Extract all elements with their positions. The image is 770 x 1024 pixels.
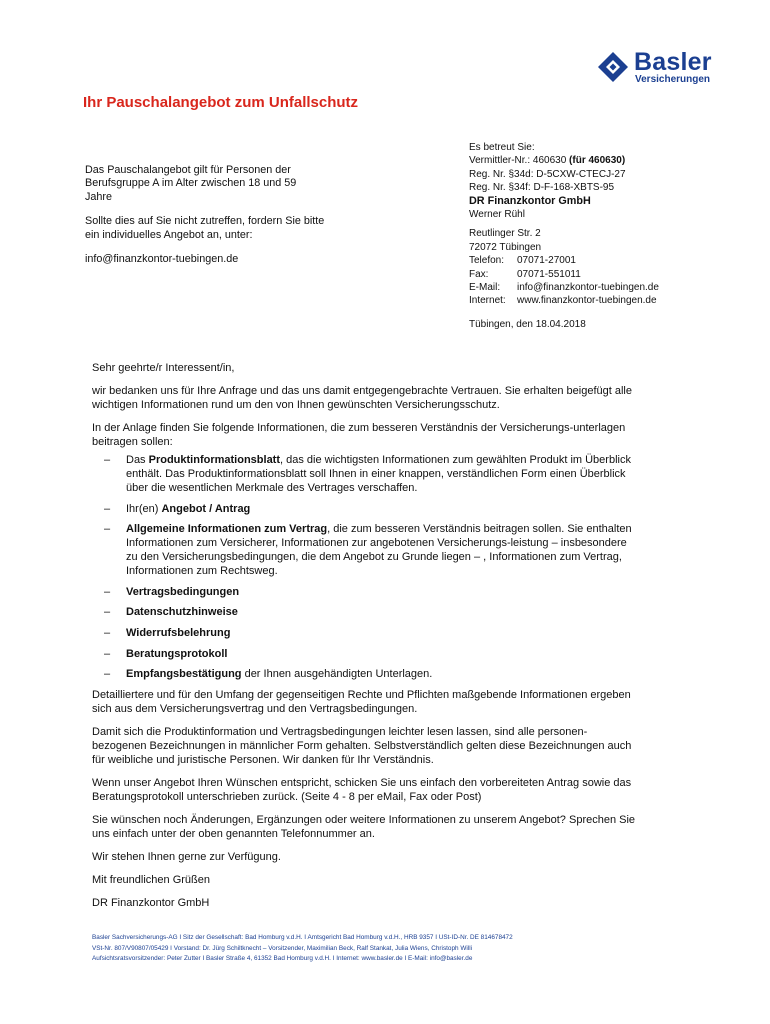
internet-value: www.finanzkontor-tuebingen.de xyxy=(517,295,657,307)
list-item xyxy=(92,626,637,640)
intro-individual-offer: Sollte dies auf Sie nicht zutreffen, fordern Sie bitte ein individuelles Angebot an, unter: xyxy=(85,215,325,241)
item-pre: Ihr(en) xyxy=(126,502,162,515)
logo-brand: Basler xyxy=(634,48,712,76)
city: 72072 Tübingen xyxy=(469,241,542,253)
list-item xyxy=(92,502,637,516)
list-dash: – xyxy=(104,502,111,515)
list-item xyxy=(92,605,637,619)
street: Reutlinger Str. 2 xyxy=(469,228,541,240)
reg-34f: Reg. Nr. §34f: D-F-168-XBTS-95 xyxy=(469,182,615,194)
contact-heading: Es betreut Sie: xyxy=(469,142,535,153)
list-dash: – xyxy=(104,585,111,598)
paragraph-gender-note: Damit sich die Produktinformation und Vertragsbedingungen leichter lesen lassen, sind alle personen-bezogenen Bezeichnungen in männlicher Form gehalten. Selbstverständlich gelten diese Bezeichnungen auch für weibliche und juristische Personen. Wir danken für Ihr Verständnis. xyxy=(92,725,632,766)
list-dash: – xyxy=(104,647,111,660)
paragraph-details: Detailliertere und für den Umfang der gegenseitigen Rechte und Pflichten maßgebende Informationen ergeben sich aus dem Versicherungsvertrag und den Vertragsbedingungen. xyxy=(92,688,631,715)
basler-logo xyxy=(594,48,724,88)
list-item xyxy=(92,585,637,599)
basler-diamond-icon xyxy=(594,50,634,84)
item-bold: Datenschutzhinweise xyxy=(126,606,238,619)
list-dash: – xyxy=(104,523,111,536)
paragraph-attachments: In der Anlage finden Sie folgende Informationen, die zum besseren Verständnis der Versicherungs-unterlagen beitragen sollen: xyxy=(92,422,626,448)
vermittler-value: Vermittler-Nr.: 460630 xyxy=(469,155,567,167)
contact-block xyxy=(469,141,709,331)
list-dash: – xyxy=(104,668,111,681)
item-bold: Widerrufsbelehrung xyxy=(126,626,231,639)
item-post: , die zum besseren Verständnis beitragen sollen. Sie enthalten Informationen zum Versicherer, Informationen zur angebotenen Versicherungs-leistung – insbesondere zu den Versicherungsbedingungen, die dem Angebot zu Grunde liegen – , Informationen zum Vertrag, Informationen zum Rechtsweg. xyxy=(126,523,632,578)
reg-34d: Reg. Nr. §34d: D-5CXW-CTECJ-27 xyxy=(469,168,626,180)
logo-subtitle: Versicherungen xyxy=(635,74,711,85)
intro-age-info: Das Pauschalangebot gilt für Personen der Berufsgruppe A im Alter zwischen 18 und 59 Jahre xyxy=(85,164,297,203)
phone-value: 07071-27001 xyxy=(517,255,576,267)
phone-row xyxy=(469,254,709,267)
email-row xyxy=(469,281,709,294)
paragraph-available: Wir stehen Ihnen gerne zur Verfügung. xyxy=(92,850,281,863)
phone-label: Telefon: xyxy=(469,255,505,267)
item-bold: Empfangsbestätigung xyxy=(126,668,242,681)
list-dash: – xyxy=(104,626,111,639)
contact-person: Werner Rühl xyxy=(469,209,525,221)
attachment-list xyxy=(92,453,637,681)
list-dash: – xyxy=(104,606,111,619)
closing: Mit freundlichen Grüßen xyxy=(92,873,210,886)
footer-line-1: Basler Sachversicherungs-AG I Sitz der Gesellschaft: Bad Homburg v.d.H. I Amtsgericht Bad Homburg v.d.H., HRB 9357 I USt-ID-Nr. DE 814678472 xyxy=(92,934,513,941)
fax-row xyxy=(469,268,709,281)
list-item xyxy=(92,522,637,578)
fax-value: 07071-551011 xyxy=(517,268,581,280)
vermittler-number xyxy=(469,154,709,167)
internet-label: Internet: xyxy=(469,295,506,307)
email-label: E-Mail: xyxy=(469,282,501,294)
list-item xyxy=(92,647,637,661)
document-title: Ihr Pauschalangebot zum Unfallschutz xyxy=(83,94,359,111)
footer-line-2: VSt-Nr. 807/V90807/05429 I Vorstand: Dr. Jürg Schiltknecht – Vorsitzender, Maximilian Beck, Ralf Stankat, Julia Wiens, Christoph Willi xyxy=(92,944,473,952)
paragraph-thanks: wir bedanken uns für Ihre Anfrage und das uns damit entgegengebrachte Vertrauen. Sie erhalten beigefügt alle wichtigen Informationen rund um den von Ihnen gewünschten Versicherungsschutz. xyxy=(92,385,632,411)
internet-row xyxy=(469,294,709,307)
paragraph-changes: Sie wünschen noch Änderungen, Ergänzungen oder weitere Informationen zu unserem Angebot? Sprechen Sie uns einfach unter der oben genannten Telefonnummer an. xyxy=(92,813,636,840)
fax-label: Fax: xyxy=(469,268,489,280)
list-item xyxy=(92,453,637,495)
intro-email: info@finanzkontor-tuebingen.de xyxy=(85,253,239,266)
item-pre: Das xyxy=(126,454,149,466)
letter-date: Tübingen, den 18.04.2018 xyxy=(469,318,586,330)
company-name: DR Finanzkontor GmbH xyxy=(469,194,591,207)
item-bold: Angebot / Antrag xyxy=(161,502,251,515)
item-bold: Allgemeine Informationen zum Vertrag xyxy=(126,523,328,536)
list-item xyxy=(92,667,637,681)
email-value: info@finanzkontor-tuebingen.de xyxy=(517,282,659,294)
letter-body xyxy=(92,361,637,919)
item-bold: Produktinformationsblatt xyxy=(148,454,281,466)
paragraph-accept: Wenn unser Angebot Ihren Wünschen entspricht, schicken Sie uns einfach den vorbereiteten Antrag sowie das Beratungsprotokoll unterschrieben zurück. (Seite 4 - 8 per eMail, Fax oder Post) xyxy=(92,776,632,803)
item-bold: Beratungsprotokoll xyxy=(126,647,228,660)
vermittler-bold: (für 460630) xyxy=(569,155,626,167)
signature: DR Finanzkontor GmbH xyxy=(92,896,210,909)
item-post: , das die wichtigsten Informationen zum gewählten Produkt im Überblick enthält. Das Produktinformationsblatt soll Ihnen in einer knappen, verständlichen Form einen Überblick über die wesentlichen Merkmale des Vertrages verschaffen. xyxy=(126,454,631,494)
item-bold: Vertragsbedingungen xyxy=(126,585,240,598)
item-post: der Ihnen ausgehändigten Unterlagen. xyxy=(241,668,433,681)
footer-line-3: Aufsichtsratsvorsitzender: Peter Zutter I Basler Straße 4, 61352 Bad Homburg v.d.H. I Internet: www.basler.de I E-Mail: info@basler.de xyxy=(92,955,473,963)
greeting: Sehr geehrte/r Interessent/in, xyxy=(92,362,235,374)
list-dash: – xyxy=(104,454,111,466)
legal-footer xyxy=(92,933,652,965)
intro-block xyxy=(85,164,325,277)
